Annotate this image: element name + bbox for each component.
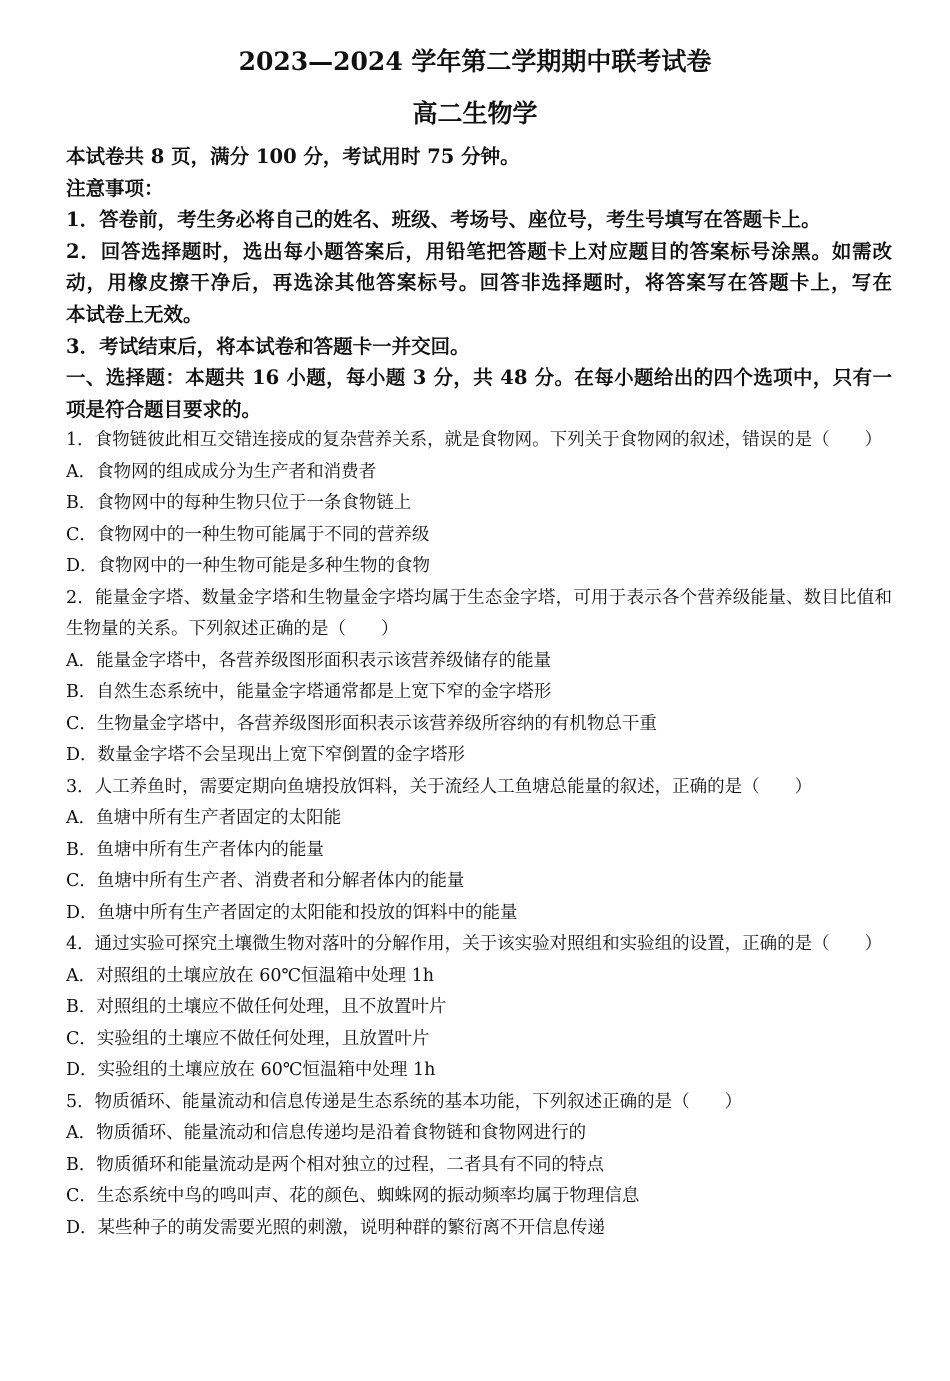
section-heading-line-2: 项是符合题目要求的。 bbox=[66, 397, 262, 421]
question-1 bbox=[66, 425, 892, 583]
question-2 bbox=[66, 583, 892, 772]
option-d: D．实验组的土壤应放在 60℃恒温箱中处理 1h bbox=[66, 1060, 436, 1081]
exam-info-line: 本试卷共 8 页，满分 100 分，考试用时 75 分钟。 bbox=[66, 145, 520, 168]
notice-heading: 注意事项： bbox=[66, 176, 164, 200]
option-b: B．自然生态系统中，能量金字塔通常都是上宽下窄的金字塔形 bbox=[66, 682, 552, 703]
question-stem: 1．食物链彼此相互交错连接成的复杂营养关系，就是食物网。下列关于食物网的叙述，错误的是（ ） bbox=[66, 430, 883, 451]
option-b: B．物质循环和能量流动是两个相对独立的过程，二者具有不同的特点 bbox=[66, 1154, 604, 1175]
option-b: B．食物网中的每种生物只位于一条食物链上 bbox=[66, 493, 412, 514]
option-b: B．鱼塘中所有生产者体内的能量 bbox=[66, 839, 324, 860]
question-4 bbox=[66, 929, 892, 1087]
question-stem: 4．通过实验可探究土壤微生物对落叶的分解作用，关于该实验对照组和实验组的设置，正确的是（ ） bbox=[66, 934, 883, 955]
exam-content bbox=[66, 141, 892, 1244]
option-d: D．食物网中的一种生物可能是多种生物的食物 bbox=[66, 556, 431, 577]
question-stem: 3．人工养鱼时，需要定期向鱼塘投放饵料，关于流经人工鱼塘总能量的叙述，正确的是（ ） bbox=[66, 776, 813, 797]
notice-item-2-line-3: 本试卷上无效。 bbox=[66, 302, 203, 326]
notice-item-2-line-2: 动，用橡皮擦干净后，再选涂其他答案标号。回答非选择题时，将答案写在答题卡上，写在 bbox=[66, 271, 892, 295]
question-stem-line-2: 生物量的关系。下列叙述正确的是（ ） bbox=[66, 619, 399, 640]
option-a: A．能量金字塔中，各营养级图形面积表示该营养级储存的能量 bbox=[66, 650, 552, 671]
option-c: C．食物网中的一种生物可能属于不同的营养级 bbox=[66, 524, 430, 545]
exam-subject: 高二生物学 bbox=[412, 99, 538, 128]
notice-item-2-line-1: 2．回答选择题时，选出每小题答案后，用铅笔把答题卡上对应题目的答案标号涂黑。如需改 bbox=[66, 239, 892, 263]
option-d: D．鱼塘中所有生产者固定的太阳能和投放的饵料中的能量 bbox=[66, 902, 518, 923]
question-3 bbox=[66, 772, 892, 930]
option-b: B．对照组的土壤应不做任何处理，且不放置叶片 bbox=[66, 997, 447, 1018]
option-a: A．食物网的组成成分为生产者和消费者 bbox=[66, 461, 377, 482]
question-stem: 5．物质循环、能量流动和信息传递是生态系统的基本功能，下列叙述正确的是（ ） bbox=[66, 1091, 743, 1112]
option-a: A．鱼塘中所有生产者固定的太阳能 bbox=[66, 808, 342, 829]
exam-title: 2023—2024 学年第二学期期中联考试卷 bbox=[238, 47, 712, 76]
notice-item-1: 1．答卷前，考生务必将自己的姓名、班级、考场号、座位号，考生号填写在答题卡上。 bbox=[66, 208, 821, 232]
option-c: C．实验组的土壤应不做任何处理，且放置叶片 bbox=[66, 1028, 430, 1049]
option-d: D．数量金字塔不会呈现出上宽下窄倒置的金字塔形 bbox=[66, 745, 466, 766]
option-d: D．某些种子的萌发需要光照的刺激，说明种群的繁衍离不开信息传递 bbox=[66, 1217, 606, 1238]
question-5 bbox=[66, 1087, 892, 1245]
option-c: C．鱼塘中所有生产者、消费者和分解者体内的能量 bbox=[66, 871, 465, 892]
section-heading-line-1: 一、选择题：本题共 16 小题，每小题 3 分，共 48 分。在每小题给出的四个选项中，只有一 bbox=[66, 366, 892, 390]
option-a: A．对照组的土壤应放在 60℃恒温箱中处理 1h bbox=[66, 965, 435, 986]
option-c: C．生态系统中鸟的鸣叫声、花的颜色、蜘蛛网的振动频率均属于物理信息 bbox=[66, 1186, 640, 1207]
option-a: A．物质循环、能量流动和信息传递均是沿着食物链和食物网进行的 bbox=[66, 1123, 587, 1144]
question-stem-line-1: 2．能量金字塔、数量金字塔和生物量金字塔均属于生态金字塔，可用于表示各个营养级能量、数目比值和 bbox=[66, 587, 892, 608]
option-c: C．生物量金字塔中，各营养级图形面积表示该营养级所容纳的有机物总干重 bbox=[66, 713, 657, 734]
notice-item-3: 3．考试结束后，将本试卷和答题卡一并交回。 bbox=[66, 334, 470, 358]
